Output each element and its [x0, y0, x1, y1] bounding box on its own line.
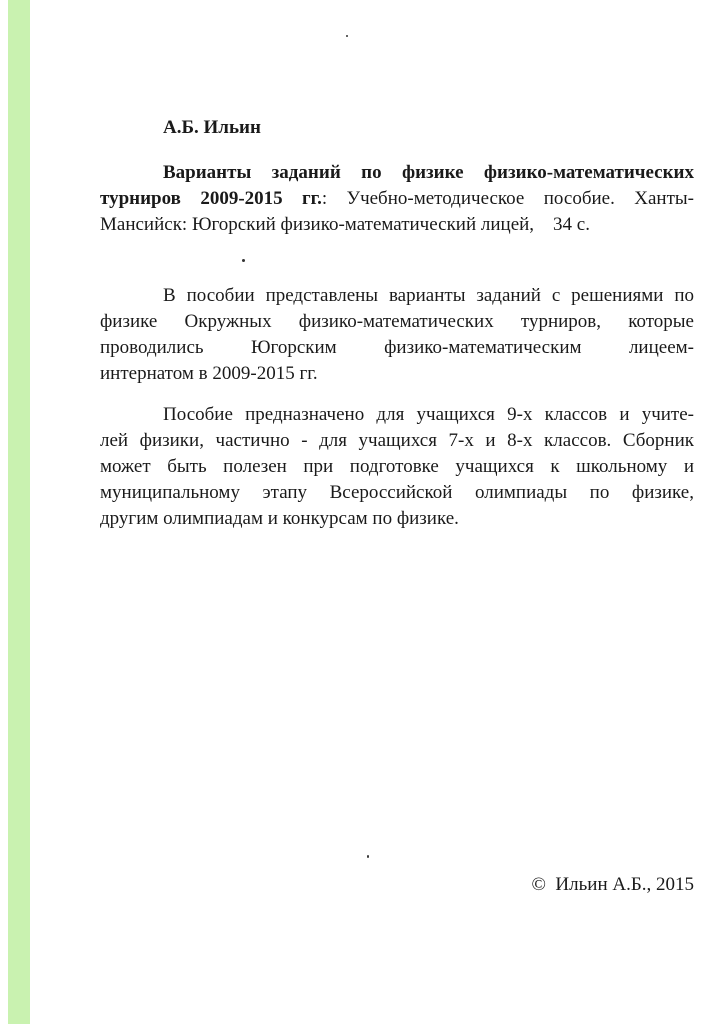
scan-speck — [242, 259, 245, 262]
description-paragraph-2 — [100, 402, 694, 532]
paragraph-line: интернатом в 2009-2015 гг. — [100, 363, 318, 384]
description-paragraph-1 — [100, 283, 694, 387]
bibliographic-citation — [100, 160, 694, 238]
author-name: А.Б. Ильин — [163, 117, 261, 138]
scan-speck — [367, 855, 369, 858]
paragraph-line: Пособие предназначено для учащихся 9-х классов и учите- — [163, 404, 694, 425]
citation-line-2 — [100, 186, 694, 212]
paragraph-line: другим олимпиадам и конкурсам по физике. — [100, 508, 459, 529]
copyright-notice: © Ильин А.Б., 2015 — [531, 874, 694, 895]
scan-speck — [346, 35, 348, 37]
paragraph-line: лей физики, частично - для учащихся 7-х и 8-х классов. Сборник — [100, 430, 694, 451]
citation-title-part-2: турниров 2009-2015 гг. — [100, 188, 322, 209]
citation-line-3: Мансийск: Югорский физико-математический лицей, 34 с. — [100, 214, 590, 235]
citation-title-part-1: Варианты заданий по физике физико-математических — [163, 162, 694, 183]
paragraph-line: проводились Югорским физико-математическим лицеем- — [100, 337, 694, 358]
scan-edge-strip — [8, 0, 30, 1024]
paragraph-line: может быть полезен при подготовке учащихся к школьному и — [100, 456, 694, 477]
paragraph-line: муниципальному этапу Всероссийской олимпиады по физике, — [100, 482, 694, 503]
paragraph-line: физике Окружных физико-математических турниров, которые — [100, 311, 694, 332]
citation-line-1 — [100, 160, 694, 186]
paragraph-line: В пособии представлены варианты заданий с решениями по — [163, 285, 694, 306]
citation-publication-info: : Учебно-методическое пособие. Ханты- — [321, 188, 694, 209]
document-page — [100, 0, 694, 1024]
